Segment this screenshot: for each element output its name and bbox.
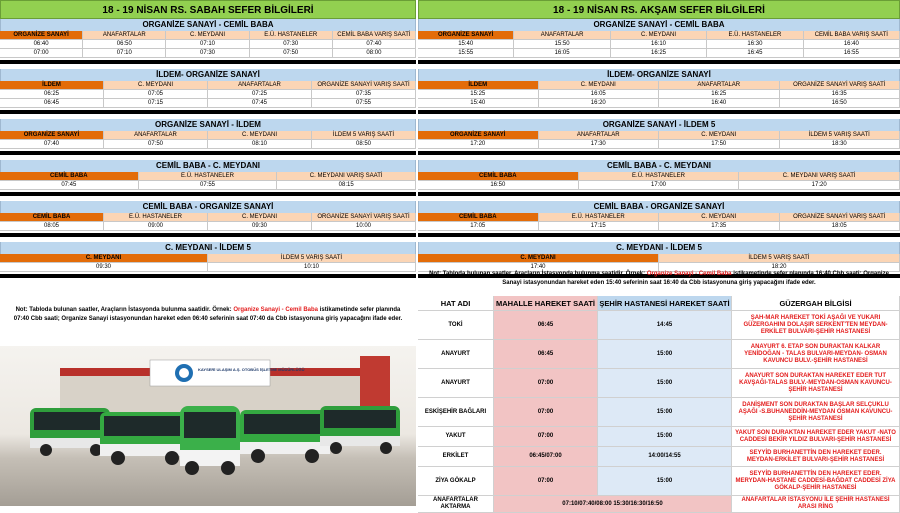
route-table [418, 119, 900, 149]
route-header-cell: CEMİL BABA [0, 213, 104, 222]
time-cell: 07:50 [104, 140, 208, 149]
route-header-cell: C. MEYDANI [659, 213, 780, 222]
route-header-row [0, 213, 416, 222]
route-data-row [418, 140, 900, 149]
route-header-cell: C. MEYDANI [418, 254, 659, 263]
line-mahalle-time: 07:00 [494, 427, 598, 447]
line-name: ERKİLET [418, 447, 494, 467]
time-cell: 16:20 [539, 99, 660, 108]
route-header-cell: ORGANİZE SANAYİ VARIŞ SAATİ [780, 81, 900, 90]
time-cell: 07:05 [104, 90, 208, 99]
evening-note [418, 270, 900, 288]
morning-note-suffix: istikametinde sefer planında 07:40 Cbb saati; Organize Sanayi istasyonundan hareket eden 06:40 seferinin saat 07:40 da Cbb istasyonuna giriş yapacağını ifade eder. [14, 307, 402, 322]
time-cell: 17:35 [659, 222, 780, 231]
lines-header-row [418, 296, 900, 311]
route-header-cell: İLDEM 5 VARIŞ SAATİ [780, 131, 900, 140]
route-header-cell: C. MEYDANI [0, 254, 208, 263]
route-divider [418, 233, 900, 237]
route-title: CEMİL BABA - C. MEYDANI [418, 160, 900, 172]
bus-2 [100, 412, 190, 465]
time-cell: 07:00 [0, 49, 83, 58]
route-header-cell: CEMİL BABA [418, 213, 539, 222]
line-hastane-time: 14:45 [598, 311, 732, 340]
route-header-row [0, 254, 416, 263]
route-header-cell: CEMİL BABA [418, 172, 579, 181]
route-header-cell: İLDEM [418, 81, 539, 90]
time-cell: 18:05 [780, 222, 900, 231]
route-data-row [418, 181, 900, 190]
time-cell: 17:05 [418, 222, 539, 231]
time-cell: 09:30 [208, 222, 312, 231]
route-header-cell: ORGANİZE SANAYİ [418, 31, 514, 40]
route-data-row [418, 222, 900, 231]
route-header-cell: C. MEYDANI [166, 31, 249, 40]
time-cell: 07:35 [312, 90, 416, 99]
depot-sign-text: KAYSERİ ULAŞIM A.Ş. OTOBÜS İŞLETME MÜDÜRLÜĞÜ [198, 367, 305, 372]
time-cell: 16:40 [804, 40, 900, 49]
route-title: C. MEYDANI - İLDEM 5 [418, 242, 900, 254]
line-hastane-time: 14:00/14:55 [598, 447, 732, 467]
time-cell: 16:50 [780, 99, 900, 108]
line-row [418, 427, 900, 447]
route-header-row [418, 172, 900, 181]
route-title: CEMİL BABA - ORGANİZE SANAYİ [0, 201, 416, 213]
lines-header-route: GÜZERGAH BİLGİSİ [732, 296, 900, 311]
route-divider [418, 192, 900, 196]
route-table [0, 69, 416, 108]
time-cell: 17:20 [739, 181, 900, 190]
route-header-cell: C. MEYDANI VARIŞ SAATİ [277, 172, 416, 181]
route-title: İLDEM- ORGANİZE SANAYİ [418, 69, 900, 81]
time-cell: 07:45 [208, 99, 312, 108]
route-header-cell: ORGANİZE SANAYİ VARIŞ SAATİ [312, 81, 416, 90]
morning-note [0, 306, 416, 324]
route-data-row [0, 99, 416, 108]
route-header-cell: İLDEM 5 VARIŞ SAATİ [312, 131, 416, 140]
time-cell: 16:55 [804, 49, 900, 58]
time-cell: 09:00 [104, 222, 208, 231]
line-row [418, 369, 900, 398]
time-cell: 17:30 [539, 140, 660, 149]
route-data-row [0, 40, 416, 49]
route-header-cell: E.Ü. HASTANELER [250, 31, 333, 40]
time-cell: 07:15 [104, 99, 208, 108]
route-header-cell: ANAFARTALAR [539, 131, 660, 140]
route-data-row [0, 49, 416, 58]
evening-schedule-title: 18 - 19 NİSAN RS. AKŞAM SEFER BİLGİLERİ [418, 0, 900, 19]
depot-sign-board [150, 360, 270, 386]
route-divider [0, 192, 416, 196]
route-header-cell: ORGANİZE SANAYİ [0, 131, 104, 140]
route-header-row [418, 213, 900, 222]
line-name: YAKUT [418, 427, 494, 447]
route-divider [418, 110, 900, 114]
time-cell: 09:30 [0, 263, 208, 272]
line-hastane-time: 15:00 [598, 398, 732, 427]
bus-5 [320, 406, 400, 454]
route-data-row [418, 40, 900, 49]
route-divider [0, 151, 416, 155]
evening-note-highlight: Organize Sanayi - Cemil Baba [647, 271, 732, 277]
time-cell: 07:55 [312, 99, 416, 108]
route-title: CEMİL BABA - ORGANİZE SANAYİ [418, 201, 900, 213]
route-header-row [418, 31, 900, 40]
time-cell: 16:05 [514, 49, 610, 58]
bus-4 [240, 410, 330, 463]
route-table [0, 19, 416, 58]
time-cell: 08:10 [208, 140, 312, 149]
route-header-cell: CEMİL BABA [0, 172, 139, 181]
evening-routes [418, 19, 900, 278]
line-times-merged: 07:10/07:40/08:00 15:30/16:30/16:50 [494, 496, 732, 513]
line-row [418, 398, 900, 427]
route-header-cell: C. MEYDANI [611, 31, 707, 40]
line-route-info: ANAYURT SON DURAKTAN HAREKET EDER TUT KAVŞAĞI-TALAS BULV.-MEYDAN-OSMAN KAVUNCU-ŞEHİR HASTANESİ [732, 369, 900, 398]
time-cell: 15:25 [418, 90, 539, 99]
time-cell: 07:50 [250, 49, 333, 58]
time-cell: 10:00 [312, 222, 416, 231]
route-header-row [418, 81, 900, 90]
line-name: ESKİŞEHİR BAĞLARI [418, 398, 494, 427]
route-table [418, 201, 900, 231]
time-cell: 16:10 [611, 40, 707, 49]
route-header-cell: C. MEYDANI [539, 81, 660, 90]
hospital-lines-table [418, 296, 900, 513]
route-header-row [0, 131, 416, 140]
route-table [418, 160, 900, 190]
route-header-cell: E.Ü. HASTANELER [139, 172, 278, 181]
lines-header-mahalle: MAHALLE HAREKET SAATİ [494, 296, 598, 311]
time-cell: 15:40 [418, 40, 514, 49]
time-cell: 07:10 [166, 40, 249, 49]
route-divider [418, 60, 900, 64]
line-name: TOKİ [418, 311, 494, 340]
route-divider [0, 274, 416, 278]
time-cell: 16:30 [707, 40, 803, 49]
morning-note-prefix: Not: Tabloda bulunan saatler, Araçların İstasyonda bulunma saatidir. Örnek: [16, 307, 232, 313]
line-route-info: SEYYİD BURHANETTİN DEN HAREKET EDER. MERYDAN-HASTANE CADDESİ-BAĞDAT CADDESİ ZİYA GÖKALP-ŞEHİR HASTANESİ [732, 467, 900, 496]
bus-fleet-illustration [0, 346, 416, 506]
route-table [0, 242, 416, 272]
line-name: ANAYURT [418, 340, 494, 369]
line-name: ZİYA GÖKALP [418, 467, 494, 496]
route-title: ORGANİZE SANAYİ - CEMİL BABA [418, 19, 900, 31]
evening-note-suffix: istikametinde sefer planında 16:40 Cbb saati; Organize Sanayi istasyonundan hareket eden 15:40 seferinin saat 16:40 da Cbb istasyonuna giriş yapacağını ifade eder. [502, 271, 889, 286]
time-cell: 16:50 [418, 181, 579, 190]
time-cell: 07:40 [0, 140, 104, 149]
line-row [418, 311, 900, 340]
time-cell: 08:00 [333, 49, 416, 58]
time-cell: 16:35 [780, 90, 900, 99]
route-divider [0, 233, 416, 237]
time-cell: 15:55 [418, 49, 514, 58]
time-cell: 16:45 [707, 49, 803, 58]
time-cell: 07:40 [333, 40, 416, 49]
time-cell: 06:40 [0, 40, 83, 49]
line-mahalle-time: 07:00 [494, 369, 598, 398]
line-name: ANAYURT [418, 369, 494, 398]
lines-header-hastane: ŞEHİR HASTANESİ HAREKET SAATİ [598, 296, 732, 311]
morning-schedule-panel [0, 0, 416, 283]
line-route-info: ANAFARTALAR İSTASYONU İLE ŞEHİR HASTANESİ ARASI RİNG [732, 496, 900, 513]
route-header-cell: ORGANİZE SANAYİ [0, 31, 83, 40]
time-cell: 17:50 [659, 140, 780, 149]
time-cell: 07:55 [139, 181, 278, 190]
time-cell: 10:10 [208, 263, 416, 272]
route-header-cell: ORGANİZE SANAYİ VARIŞ SAATİ [780, 213, 900, 222]
line-hastane-time: 15:00 [598, 467, 732, 496]
time-cell: 16:25 [659, 90, 780, 99]
route-title: ORGANİZE SANAYİ - İLDEM [0, 119, 416, 131]
route-header-cell: İLDEM 5 VARIŞ SAATİ [208, 254, 416, 263]
bus-fleet-photo [0, 346, 416, 506]
route-data-row [0, 90, 416, 99]
time-cell: 15:40 [418, 99, 539, 108]
route-header-cell: ANAFARTALAR [104, 131, 208, 140]
route-header-cell: C. MEYDANI [659, 131, 780, 140]
route-header-cell: E.Ü. HASTANELER [539, 213, 660, 222]
evening-note-prefix: Not: Tabloda bulunan saatler, Araçların İstasyonda bulunma saatidir. Örnek: [429, 271, 645, 277]
route-table [0, 201, 416, 231]
route-header-cell: E.Ü. HASTANELER [104, 213, 208, 222]
route-divider [418, 151, 900, 155]
route-title: C. MEYDANI - İLDEM 5 [0, 242, 416, 254]
route-data-row [418, 49, 900, 58]
time-cell: 17:40 [418, 263, 659, 272]
line-route-info: DANİŞMENT SON DURAKTAN BAŞLAR SELÇUKLU AŞAĞI -S.BUHANEDDİN-MEYDAN OSMAN KAVUNCU-ŞEHİR HASTANESİ [732, 398, 900, 427]
route-table [418, 69, 900, 108]
morning-schedule-title: 18 - 19 NİSAN RS. SABAH SEFER BİLGİLERİ [0, 0, 416, 19]
morning-routes [0, 19, 416, 278]
line-hastane-time: 15:00 [598, 340, 732, 369]
route-header-cell: İLDEM 5 VARIŞ SAATİ [659, 254, 900, 263]
time-cell: 08:50 [312, 140, 416, 149]
route-header-cell: C. MEYDANI [208, 213, 312, 222]
route-header-cell: C. MEYDANI [104, 81, 208, 90]
line-mahalle-time: 06:45 [494, 340, 598, 369]
time-cell: 07:30 [250, 40, 333, 49]
time-cell: 08:05 [0, 222, 104, 231]
line-route-info: SEYYİD BURHANETTİN DEN HAREKET EDER. MEYDAN-ERKİLET BULVARI-ŞEHİR HASTANESİ [732, 447, 900, 467]
route-table [418, 242, 900, 272]
line-row [418, 467, 900, 496]
route-header-cell: CEMİL BABA VARIŞ SAATİ [804, 31, 900, 40]
route-data-row [0, 222, 416, 231]
time-cell: 06:50 [83, 40, 166, 49]
line-route-info: ŞAH-MAR HAREKET TOKİ AŞAĞI VE YUKARI GÜZERGAHINI DOLAŞIR SERKENT'TEN MEYDAN- ERKİLET BULVARI-ŞEHİR HASTANESİ [732, 311, 900, 340]
route-data-row [0, 263, 416, 272]
route-header-cell: E.Ü. HASTANELER [707, 31, 803, 40]
time-cell: 18:30 [780, 140, 900, 149]
route-header-row [418, 131, 900, 140]
route-header-cell: ORGANİZE SANAYİ [418, 131, 539, 140]
line-mahalle-time: 06:45/07:00 [494, 447, 598, 467]
bus-1 [30, 408, 110, 456]
line-route-info: YAKUT SON DURAKTAN HAREKET EDER YAKUT -NATO CADDESİ BEKİR YILDIZ BULVARI-ŞEHİR HASTANESİ [732, 427, 900, 447]
line-route-info: ANAYURT 6. ETAP SON DURAKTAN KALKAR YENİDOĞAN - TALAS BULVARI-MEYDAN- OSMAN KAVUNCU BULV.-ŞEHİR HASTANESİ [732, 340, 900, 369]
time-cell: 17:20 [418, 140, 539, 149]
time-cell: 17:15 [539, 222, 660, 231]
route-table [0, 119, 416, 149]
route-header-row [0, 81, 416, 90]
line-mahalle-time: 07:00 [494, 398, 598, 427]
route-header-cell: ANAFARTALAR [208, 81, 312, 90]
route-title: CEMİL BABA - C. MEYDANI [0, 160, 416, 172]
morning-note-highlight: Organize Sanayi - Cemil Baba [233, 307, 318, 313]
depot-logo-inner-icon [179, 368, 189, 378]
route-header-row [418, 254, 900, 263]
route-header-cell: ANAFARTALAR [83, 31, 166, 40]
route-title: İLDEM- ORGANİZE SANAYİ [0, 69, 416, 81]
line-mahalle-time: 07:00 [494, 467, 598, 496]
time-cell: 16:25 [611, 49, 707, 58]
line-name: ANAFARTALAR AKTARMA [418, 496, 494, 513]
route-title: ORGANİZE SANAYİ - CEMİL BABA [0, 19, 416, 31]
bus-3 [180, 406, 240, 475]
route-divider [0, 110, 416, 114]
time-cell: 07:45 [0, 181, 139, 190]
route-data-row [0, 181, 416, 190]
line-row [418, 447, 900, 467]
route-data-row [418, 99, 900, 108]
route-header-cell: C. MEYDANI VARIŞ SAATİ [739, 172, 900, 181]
route-header-cell: ANAFARTALAR [514, 31, 610, 40]
route-divider [0, 60, 416, 64]
route-table [418, 19, 900, 58]
route-header-row [0, 172, 416, 181]
time-cell: 07:10 [83, 49, 166, 58]
time-cell: 15:50 [514, 40, 610, 49]
line-mahalle-time: 06:45 [494, 311, 598, 340]
route-header-row [0, 31, 416, 40]
route-header-cell: ORGANİZE SANAYİ VARIŞ SAATİ [312, 213, 416, 222]
line-hastane-time: 15:00 [598, 369, 732, 398]
route-title: ORGANİZE SANAYİ - İLDEM 5 [418, 119, 900, 131]
route-header-cell: C. MEYDANI [208, 131, 312, 140]
route-data-row [0, 140, 416, 149]
line-hastane-time: 15:00 [598, 427, 732, 447]
time-cell: 07:30 [166, 49, 249, 58]
evening-schedule-panel [418, 0, 900, 283]
lines-body [418, 311, 900, 513]
time-cell: 07:25 [208, 90, 312, 99]
lines-header-name: HAT ADI [418, 296, 494, 311]
time-cell: 16:05 [539, 90, 660, 99]
route-header-cell: E.Ü. HASTANELER [579, 172, 740, 181]
route-header-cell: CEMİL BABA VARIŞ SAATİ [333, 31, 416, 40]
line-row [418, 496, 900, 513]
time-cell: 17:00 [579, 181, 740, 190]
time-cell: 08:15 [277, 181, 416, 190]
line-row [418, 340, 900, 369]
route-header-cell: ANAFARTALAR [659, 81, 780, 90]
time-cell: 06:25 [0, 90, 104, 99]
route-data-row [418, 90, 900, 99]
time-cell: 18:20 [659, 263, 900, 272]
route-header-cell: İLDEM [0, 81, 104, 90]
time-cell: 06:45 [0, 99, 104, 108]
time-cell: 16:40 [659, 99, 780, 108]
route-table [0, 160, 416, 190]
